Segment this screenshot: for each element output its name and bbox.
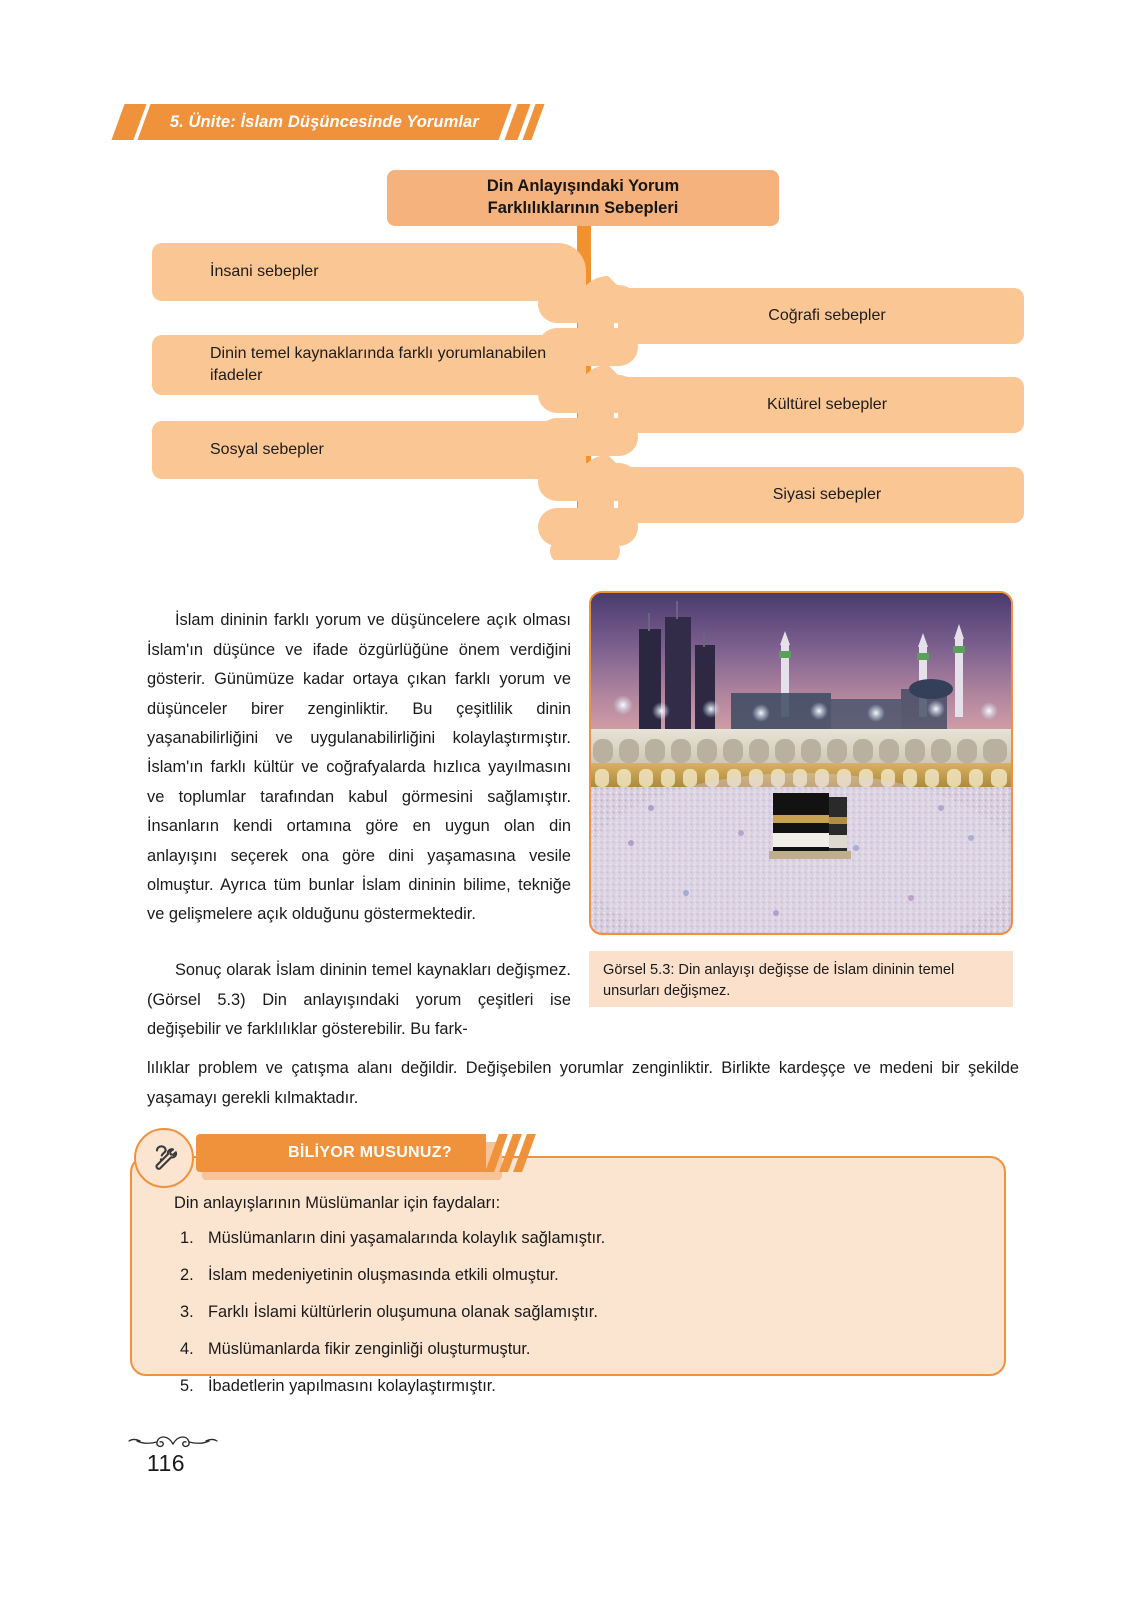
ribbon-body xyxy=(137,104,511,140)
did-you-know-list xyxy=(174,1225,974,1399)
diagram-node-label: Coğrafi sebepler xyxy=(768,306,886,324)
question-wrench-icon xyxy=(134,1128,194,1188)
list-item-text: Farklı İslami kültürlerin oluşumuna olanak sağlamıştır. xyxy=(208,1303,598,1321)
diagram-node-label: Dinin temel kaynaklarında farklı yorumlanabilen ifadeler xyxy=(210,344,547,384)
unit-title: 5. Ünite: İslam Düşüncesinde Yorumlar xyxy=(170,112,480,131)
ribbon-trailing-chevrons xyxy=(511,104,543,140)
did-you-know-badge-bar xyxy=(196,1134,486,1172)
kaaba-structure xyxy=(769,793,851,859)
body-paragraph-2 xyxy=(147,956,571,1044)
question-wrench-glyph xyxy=(146,1140,182,1176)
list-item-number: 1. xyxy=(180,1229,194,1247)
did-you-know-badge xyxy=(196,1134,534,1172)
body-paragraph-1-text: İslam dininin farklı yorum ve düşüncelere açık olması İslam'ın düşünce ve ifade özgürlüğüne önem verdiğini gösterir. Günümüze kadar ortaya çıkan farklı yorum ve düşünceler birer zenginliktir. Bu çeşitlilik dinin yaşanabilirliğini ve uygulanabilirliğini kolaylaştırmıştır. İslam'ın farklı kültür ve coğrafyalarda hızlıca yayılmasını ve toplumlar tarafından kabul görmesini sağlamıştır. İnsanların kendi ortamına göre en uygun olan din anlayışını seçerek ona göre dini yaşamasına vesile olmuştur. Ayrıca tüm bunlar İslam dininin bilime, tekniğe ve gelişmelere açık olduğunu göstermektedir. xyxy=(147,611,571,924)
diagram-title-node xyxy=(387,170,779,226)
list-item-number: 3. xyxy=(180,1303,194,1321)
did-you-know-badge-label: BİLİYOR MUSUNUZ? xyxy=(288,1144,452,1161)
list-item-text: İslam medeniyetinin oluşmasında etkili olmuştur. xyxy=(208,1266,559,1284)
diagram-node-insani-sebepler xyxy=(152,243,558,301)
diagram-node-label: Kültürel sebepler xyxy=(766,395,888,413)
list-item-number: 4. xyxy=(180,1340,194,1358)
page-flourish-ornament xyxy=(118,1430,228,1450)
did-you-know-lead: Din anlayışlarının Müslümanlar için faydaları: xyxy=(174,1194,501,1212)
diagram-node-label: Sosyal sebepler xyxy=(210,440,324,458)
diagram-title-line1: Din Anlayışındaki Yorum xyxy=(486,177,680,196)
diagram-node-dinin-temel-kaynaklari xyxy=(152,335,558,395)
did-you-know-content xyxy=(174,1190,974,1410)
list-item xyxy=(174,1373,974,1399)
page-number: 116 xyxy=(146,1450,186,1476)
diagram-node-label: İnsani sebepler xyxy=(210,262,319,280)
did-you-know-box xyxy=(130,1128,1006,1395)
causes-diagram xyxy=(150,160,1025,560)
diagram-node-label: Siyasi sebepler xyxy=(772,485,882,503)
diagram-title-line2: Farklılıklarının Sebepleri xyxy=(487,199,679,217)
list-item-number: 2. xyxy=(180,1266,194,1284)
kaaba-photo xyxy=(589,591,1013,935)
did-you-know-chevrons xyxy=(492,1134,534,1172)
body-paragraph-1 xyxy=(147,606,571,929)
diagram-node-sosyal-sebepler xyxy=(152,421,558,479)
diagram-title-text xyxy=(487,176,679,220)
list-item-text: İbadetlerin yapılmasını kolaylaştırmıştır. xyxy=(208,1377,496,1395)
list-item xyxy=(174,1299,974,1325)
figure-caption-text: Görsel 5.3: Din anlayışı değişse de İslam dininin temel unsurları değişmez. xyxy=(603,962,955,999)
list-item-text: Müslümanlarda fikir zenginliği oluşturmuştur. xyxy=(208,1340,531,1358)
kaaba-photo-graphic xyxy=(591,593,1011,933)
body-paragraph-3-text: lılıklar problem ve çatışma alanı değildir. Değişebilen yorumlar zenginliktir. Birlikte kardeşçe ve medeni bir şekilde yaşamayı gerekli kılmaktadır. xyxy=(147,1059,1019,1107)
body-paragraph-3 xyxy=(147,1054,1019,1113)
diagram-node-cografi-sebepler xyxy=(618,288,1024,344)
list-item xyxy=(174,1336,974,1362)
page-number-block xyxy=(118,1430,214,1476)
list-item-text: Müslümanların dini yaşamalarında kolaylık sağlamıştır. xyxy=(208,1229,606,1247)
unit-header-ribbon xyxy=(118,104,543,140)
spine-end-cap xyxy=(550,538,620,560)
list-item xyxy=(174,1225,974,1251)
figure-caption xyxy=(589,951,1013,1007)
list-item xyxy=(174,1262,974,1288)
body-paragraph-2-text: Sonuç olarak İslam dininin temel kaynakları değişmez. (Görsel 5.3) Din anlayışındaki yorum çeşitleri ise değişebilir ve farklılıklar gösterebilir. Bu fark- xyxy=(147,961,571,1039)
diagram-node-siyasi-sebepler xyxy=(618,467,1024,523)
diagram-node-kulturel-sebepler xyxy=(618,377,1024,433)
list-item-number: 5. xyxy=(180,1377,194,1395)
